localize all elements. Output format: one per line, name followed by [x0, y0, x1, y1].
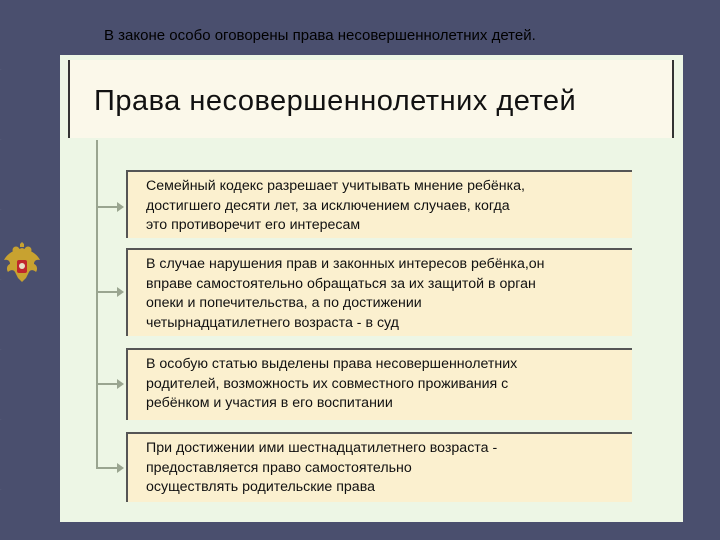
- title-box: [68, 60, 674, 138]
- connector-trunk: [96, 140, 98, 469]
- rights-item-box: [126, 348, 632, 420]
- slide-caption: В законе особо оговорены права несовершеннолетних детей.: [104, 27, 536, 44]
- coat-of-arms-icon: [2, 242, 42, 286]
- rights-item-box: [126, 248, 632, 336]
- connector-arrow: [97, 291, 121, 293]
- connector-arrow: [97, 383, 121, 385]
- rights-item-text: В случае нарушения прав и законных интересов ребёнка,он вправе самостоятельно обращаться за их защитой в орган опеки и попечительства, а по достижении четырнадцатилетнего возраста - в суд: [146, 256, 545, 331]
- connector-arrow: [97, 467, 121, 469]
- rights-item-box: [126, 432, 632, 502]
- connector-arrow: [97, 206, 121, 208]
- diagram-title: Права несовершеннолетних детей: [94, 85, 577, 117]
- rights-item-text: При достижении ими шестнадцатилетнего возраста - предоставляется право самостоятельно осуществлять родительские права: [146, 440, 498, 495]
- rights-item-box: [126, 170, 632, 238]
- rights-item-text: Семейный кодекс разрешает учитывать мнение ребёнка, достигшего десяти лет, за исключением случаев, когда это противоречит его интересам: [146, 178, 525, 233]
- rights-item-text: В особую статью выделены права несовершеннолетних родителей, возможность их совместного проживания с ребёнком и участия в его воспитании: [146, 356, 518, 411]
